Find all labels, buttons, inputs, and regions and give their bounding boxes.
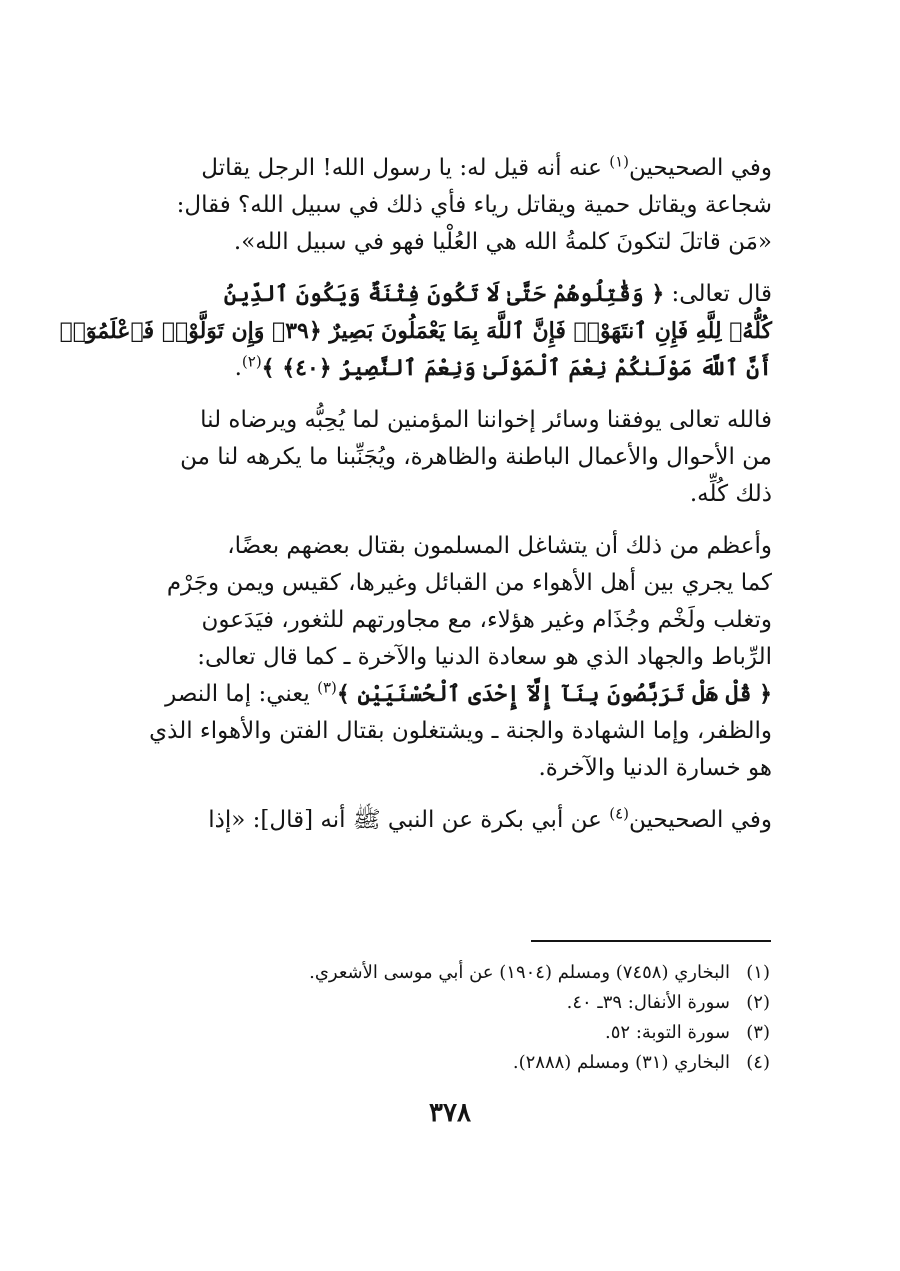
footnote-number: (١) — [746, 962, 770, 983]
text-line — [130, 276, 772, 313]
text-line — [130, 439, 772, 476]
line-text: من الأحوال والأعمال الباطنة والظاهرة، ويُجَنِّبنا ما يكرهه لنا من — [180, 444, 772, 470]
line-text: وتغلب ولَخْم وجُذَام وغير هؤلاء، مع مجاورتهم للثغور، فيَدَعون — [201, 607, 772, 633]
line-text-tail: عنه أنه قيل له: يا رسول الله! الرجل يقاتل — [201, 155, 610, 181]
paragraph — [59, 276, 772, 387]
line-text-tail: يعني: إما النصر — [165, 681, 318, 707]
paragraph-gap — [130, 513, 772, 528]
footnote-ref: (١) — [609, 152, 629, 171]
line-text: كما يجري بين أهل الأهواء من القبائل وغيرها، كقيس ويمن وجَرْم — [166, 570, 772, 596]
line-text: ذلك كُلِّه. — [689, 481, 772, 507]
footnote-text: البخاري (٣١) ومسلم (٢٨٨٨). — [512, 1052, 730, 1073]
paragraph — [130, 528, 772, 787]
quran-verse: ﴿ وَقَٰتِلُوهُمْ حَتَّىٰ لَا تَكُونَ فِتْنَةٌ وَيَكُونَ ٱلدِّينُ — [223, 281, 665, 307]
footnote — [130, 1018, 770, 1048]
paragraph — [130, 802, 772, 839]
footnote-text: سورة الأنفال: ٣٩ـ ٤٠. — [566, 992, 730, 1013]
text-line — [130, 402, 772, 439]
line-text-tail: . — [234, 355, 242, 381]
line-text: وفي الصحيحين — [628, 155, 772, 181]
line-text: وفي الصحيحين — [628, 807, 772, 833]
quran-verse: ﴿ قُلْ هَلْ تَرَبَّصُونَ بِنَآ إِلَّآ إِحْدَى ٱلْحُسْنَيَيْنِ ﴾ — [336, 681, 772, 707]
paragraph — [130, 402, 772, 513]
footnote-number: (٤) — [746, 1052, 770, 1073]
line-text-tail: عن أبي بكرة عن النبي ﷺ أنه [قال]: «إذا — [208, 807, 610, 833]
body-text — [59, 150, 772, 839]
text-line — [130, 565, 772, 602]
quran-verse: كُلُّهُۥ لِلَّهِ فَإِنِ ٱنتَهَوْا۟ فَإِنَّ ٱللَّهَ بِمَا يَعْمَلُونَ بَصِيرٌ ﴿٣٩﴾ وَإِن تَوَلَّوْا۟ فَٱعْلَمُوٓا۟ — [59, 318, 772, 344]
text-line — [130, 150, 772, 187]
paragraph-gap — [130, 261, 772, 276]
footnote-separator — [531, 940, 771, 942]
line-text: والظفر، وإما الشهادة والجنة ـ ويشتغلون بقتال الفتن والأهواء الذي — [149, 718, 772, 744]
line-text: وأعظم من ذلك أن يتشاغل المسلمون بقتال بعضهم بعضًا، — [227, 533, 772, 559]
line-text: فالله تعالى يوفقنا وسائر إخواننا المؤمنين لما يُحِبُّه ويرضاه لنا — [200, 407, 772, 433]
footnote-ref: (٤) — [609, 804, 629, 823]
line-text: الرِّباط والجهاد الذي هو سعادة الدنيا والآخرة ـ كما قال تعالى: — [197, 644, 772, 670]
text-line — [130, 350, 772, 387]
text-line — [130, 476, 772, 513]
paragraph — [130, 150, 772, 261]
page-number: ٣٧٨ — [429, 1098, 471, 1128]
line-text: هو خسارة الدنيا والآخرة. — [538, 755, 772, 781]
footnote-number: (٢) — [746, 992, 770, 1013]
footnote-text: سورة التوبة: ٥٢. — [605, 1022, 730, 1043]
text-line — [130, 528, 772, 565]
text-line — [130, 187, 772, 224]
footnote-ref: (٣) — [317, 678, 337, 697]
footnote-ref: (٢) — [241, 352, 262, 371]
footnote — [130, 1048, 770, 1078]
text-line — [130, 224, 772, 261]
text-line — [130, 713, 772, 750]
text-line — [130, 639, 772, 676]
text-line — [130, 750, 772, 787]
text-line — [130, 602, 772, 639]
paragraph-gap — [130, 787, 772, 802]
text-line — [130, 676, 772, 713]
paragraph-gap — [130, 387, 772, 402]
footnote — [130, 988, 770, 1018]
line-text: شجاعة ويقاتل حمية ويقاتل رياء فأي ذلك في سبيل الله؟ فقال: — [176, 192, 772, 218]
footnote-text: البخاري (٧٤٥٨) ومسلم (١٩٠٤) عن أبي موسى الأشعري. — [309, 962, 730, 983]
footnotes-list — [130, 958, 770, 1078]
quran-verse: أَنَّ ٱللَّهَ مَوْلَىٰكُمْ نِعْمَ ٱلْمَوْلَىٰ وَنِعْمَ ٱلنَّصِيرُ ﴿٤٠﴾ ﴾ — [261, 355, 772, 381]
footnote-number: (٣) — [746, 1022, 770, 1043]
footnote — [130, 958, 770, 988]
text-line — [59, 313, 772, 350]
line-text: قال تعالى: — [664, 281, 772, 307]
line-text: «مَن قاتلَ لتكونَ كلمةُ الله هي العُلْيا فهو في سبيل الله». — [233, 229, 772, 255]
text-line — [130, 802, 772, 839]
